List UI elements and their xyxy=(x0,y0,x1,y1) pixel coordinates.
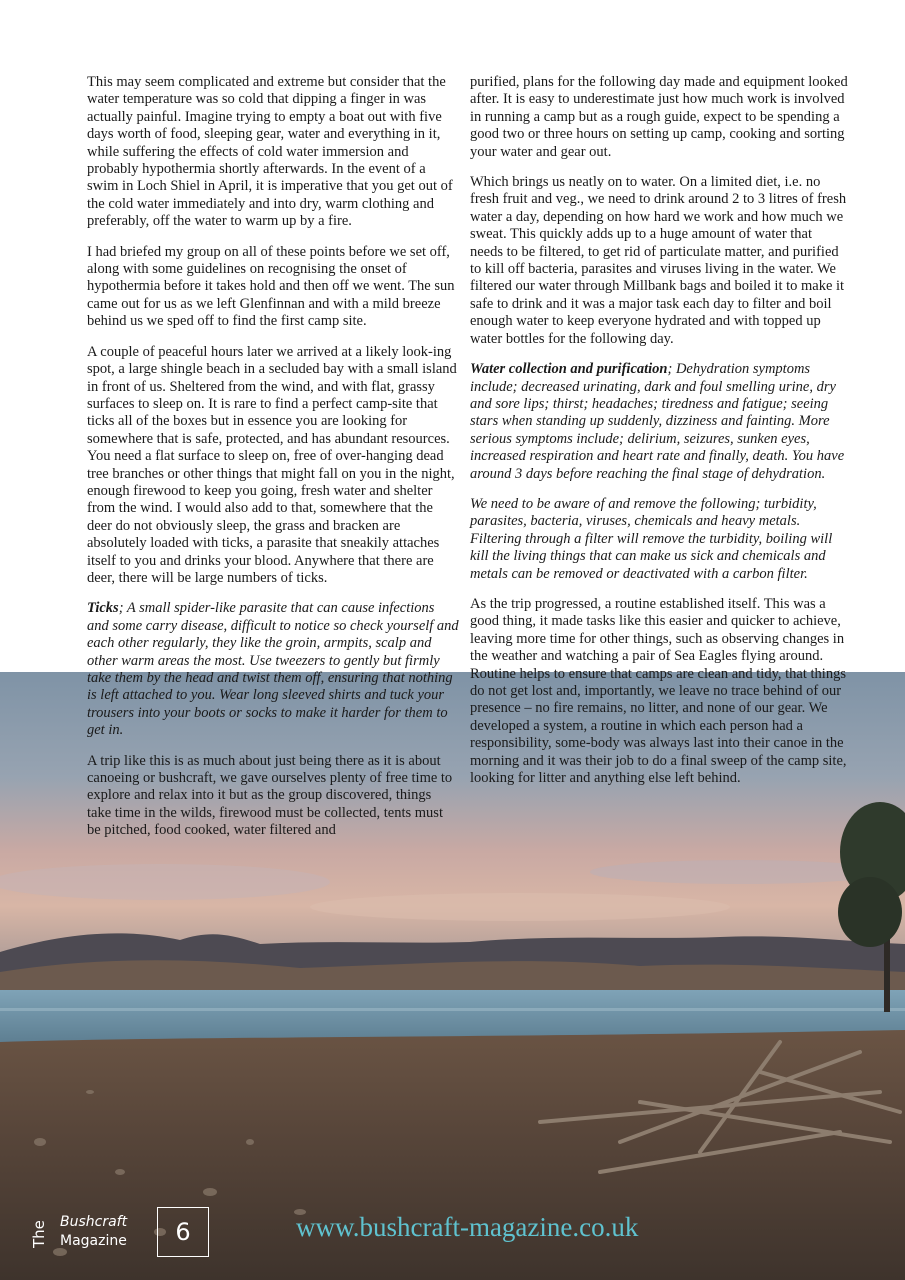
footer-the-label: The xyxy=(30,1220,48,1248)
ticks-info-paragraph xyxy=(87,600,459,739)
left-paragraph-1: This may seem complicated and extreme but consider that the water temperature was so cold that dipping a finger in was actually painful. Imagine trying to empty a boat out with five days worth of food, sleeping gear, water and everything in it, while suffering the effects of cold water immersion and probably hypothermia shortly afterwards. In the event of a swim in Loch Shiel in April, it is imperative that you get out of the cold water immediately and into dry, warm clothing and preferably, off the water to warm up by a fire. xyxy=(87,74,453,230)
brand-line-2: Magazine xyxy=(60,1233,127,1249)
page-number: 6 xyxy=(157,1207,209,1257)
left-text-column xyxy=(87,74,459,853)
right-paragraph-1: purified, plans for the following day made and equipment looked after. It is easy to underestimate just how much work is involved in running a camp but as a rough guide, expect to be spending a good two or three hours on setting up camp, cooking and sorting your water and gear out. xyxy=(470,74,848,160)
right-paragraph-5: As the trip progressed, a routine established itself. This was a good thing, it made tasks like this easier and quicker to achieve, leaving more time for other things, such as observing changes in the weather and watching a pair of Sea Eagles flying around. Routine helps to ensure that camps are clean and tidy, that things do not get lost and, importantly, we leave no trace behind of our presence – no fire remains, no litter, and none of our gear. We developed a system, a routine in which each person had a responsibility, some-body was always last into their canoe in the morning and it was their job to do a final sweep of the camp site, looking for litter and anything else left behind. xyxy=(470,595,847,787)
water-body: ; Dehydration symptoms include; decreased urinating, dark and foul smelling urine, dry and sore lips; thirst; headaches; tiredness and fatigue; seeing stars when standing up suddenly, dizziness and fainting. More serious symptoms include; delirium, seizures, sunken eyes, increased respiration and heart rate and finally, death. You have around 3 days before reaching the final stage of dehydration. xyxy=(470,361,845,482)
left-paragraph-5: A trip like this is as much about just being there as it is about canoeing or bushcraft, we gave ourselves plenty of free time to explore and relax into it but as the group discovered, things take time in the wilds, firewood must be collected, tents must be pitched, food cooked, water filtered and xyxy=(87,752,453,839)
ticks-heading: Ticks xyxy=(87,600,119,617)
footer-brand xyxy=(60,1213,127,1251)
left-paragraph-3: A couple of peaceful hours later we arrived at a likely look-ing spot, a large shingle beach in a secluded bay with a small island in front of us. Sheltered from the wind, and with flat, grassy surfaces to sleep on. It is rare to find a perfect camp-site that ticks all of the boxes but in essence you are looking for somewhere that is safe, protected, and has abundant resources. You need a flat surface to sleep on, free of over-hanging dead tree branches or other things that might fall on you in the night, enough firewood to keep you going, fresh water and shelter from the wind. I would also add to that, somewhere that the deer do not obviously sleep, the grass and bracken are absolutely loaded with ticks, a parasite that sneakily attaches itself to you and drinks your blood. Anywhere that there are deer, there will be large numbers of ticks. xyxy=(87,343,457,586)
right-paragraph-4: We need to be aware of and remove the following; turbidity, parasites, bacteria, viruses, chemicals and heavy metals. Filtering through a filter will remove the turbidity, boiling will kill the living things that can make us sick and chemicals and metals can be removed or deactivated with a carbon filter. xyxy=(470,495,833,582)
water-info-paragraph xyxy=(470,361,848,483)
right-text-column xyxy=(470,74,848,800)
left-paragraph-2: I had briefed my group on all of these points before we set off, along with some guidelines on recognising the onset of hypothermia before it takes hold and then off we went. The sun came out for us as we left Glenfinnan and with a mild breeze behind us we sped off to find the first camp site. xyxy=(87,243,455,330)
brand-line-1: Bushcraft xyxy=(60,1214,128,1230)
water-heading: Water collection and purification xyxy=(470,361,668,378)
right-paragraph-2: Which brings us neatly on to water. On a limited diet, i.e. no fresh fruit and veg., we need to drink around 2 to 3 litres of fresh water a day, depending on how hard we work and how much we sweat. This quickly adds up to a huge amount of water that needs to be filtered, to get rid of particulate matter, and purified to kill off bacteria, parasites and viruses living in the water. We filtered our water through Millbank bags and boiled it to make it safe to drink and it was a major task each day to filter and boil enough water to keep everyone hydrated and with topped up water bottles for the following day. xyxy=(470,174,847,347)
website-link[interactable]: www.bushcraft-magazine.co.uk xyxy=(296,1212,639,1242)
ticks-body: ; A small spider-like parasite that can cause infections and some carry disease, difficult to notice so check yourself and each other regularly, they like the groin, armpits, scalp and other warm areas the most. Use tweezers to gently but firmly take them by the head and twist them off, ensuring that nothing is left attached to you. Wear long sleeved shirts and tuck your trousers into your boots or socks to make it harder for them to get in. xyxy=(87,600,459,739)
